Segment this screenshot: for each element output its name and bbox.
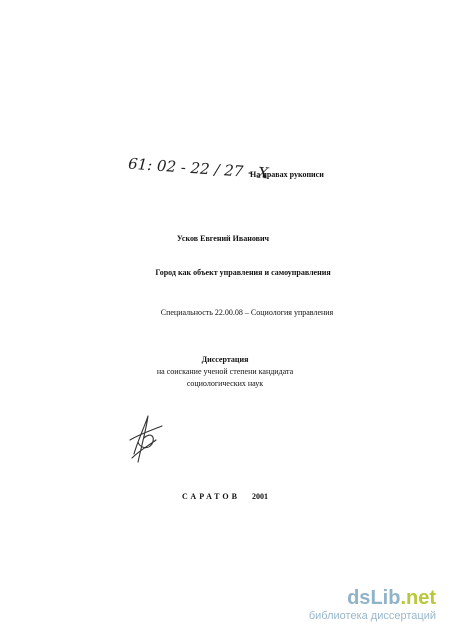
logo-lib: Lib — [370, 587, 401, 609]
author-name: Усков Евгений Иванович — [176, 234, 270, 243]
degree-line-2: социологических наук — [186, 379, 264, 388]
year: 2001 — [251, 492, 268, 501]
degree-line-1: на соискание ученой степени кандидата — [156, 367, 294, 376]
city: САРАТОВ — [182, 492, 240, 501]
city-year — [0, 492, 450, 501]
dslib-logo — [347, 587, 436, 609]
work-type: Диссертация — [201, 355, 249, 364]
handwritten-signature — [126, 410, 166, 468]
logo-net: .net — [400, 587, 436, 609]
specialty-line: Специальность 22.00.08 – Социология управления — [160, 308, 334, 317]
dissertation-title: Город как объект управления и самоуправления — [155, 268, 331, 277]
rights-label: На правах рукописи — [250, 170, 324, 179]
handwritten-archive-code — [126, 152, 286, 186]
handwritten-code-text: 61: 02 - 22 / 27 - X — [127, 154, 270, 183]
logo-ds: ds — [347, 587, 371, 609]
dslib-watermark[interactable] — [266, 587, 436, 622]
watermark-subtitle: библиотека диссертаций — [308, 610, 436, 622]
